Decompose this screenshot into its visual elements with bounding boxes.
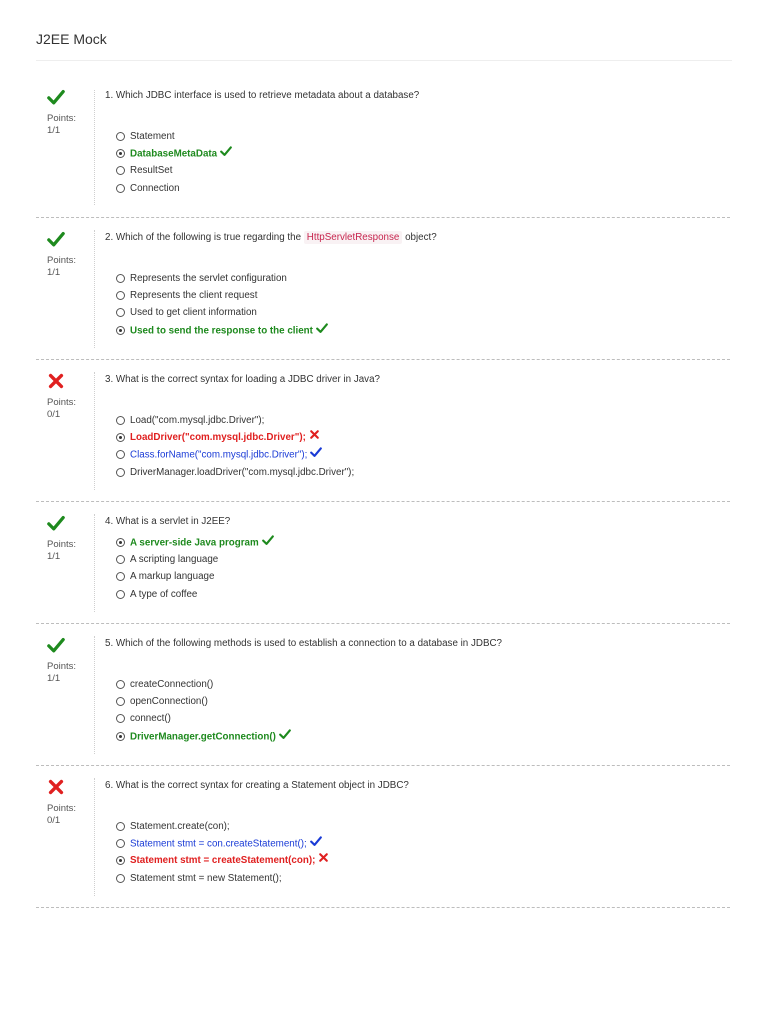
option-label: DriverManager.loadDriver("com.mysql.jdbc.Driver"); <box>130 466 355 478</box>
question-6 <box>36 766 730 908</box>
question-divider <box>94 90 95 205</box>
answer-option[interactable] <box>116 693 291 710</box>
option-label: DriverManager.getConnection() <box>130 731 276 743</box>
answer-option[interactable] <box>116 710 291 727</box>
points-label: Points: <box>47 661 77 672</box>
page-title: J2EE Mock <box>36 31 107 47</box>
option-label: Statement <box>130 131 175 142</box>
question-divider <box>94 778 95 896</box>
radio-button[interactable] <box>116 184 125 193</box>
answer-option[interactable] <box>116 287 328 304</box>
option-list <box>116 412 354 481</box>
question-1 <box>36 80 730 218</box>
points-value: 0/1 <box>47 815 61 826</box>
question-text: 6. What is the correct syntax for creating a Statement object in JDBC? <box>105 780 409 791</box>
answer-option[interactable] <box>116 551 274 568</box>
radio-button[interactable] <box>116 839 125 848</box>
correct-check-icon <box>310 446 322 464</box>
option-label: connect() <box>130 713 171 725</box>
question-4 <box>36 502 730 624</box>
option-label: Represents the client request <box>130 290 258 302</box>
answer-option[interactable] <box>116 322 328 339</box>
option-list <box>116 128 232 197</box>
option-label: Load("com.mysql.jdbc.Driver"); <box>130 415 265 426</box>
points-block <box>47 661 76 685</box>
correct-check-icon <box>279 728 291 746</box>
answer-option[interactable] <box>116 676 291 693</box>
radio-button[interactable] <box>116 680 125 689</box>
answer-option[interactable] <box>116 162 232 179</box>
points-label: Points: <box>47 255 77 266</box>
radio-button[interactable] <box>116 450 125 459</box>
option-label: Used to send the response to the client <box>130 325 313 337</box>
correct-check-icon <box>47 230 65 248</box>
points-label: Points: <box>47 803 77 814</box>
points-value: 1/1 <box>47 125 61 136</box>
answer-option[interactable] <box>116 446 354 463</box>
answer-option[interactable] <box>116 270 328 287</box>
wrong-cross-icon <box>318 852 329 869</box>
question-text: 5. Which of the following methods is used to establish a connection to a database in JDBC? <box>105 638 503 649</box>
question-3 <box>36 360 730 502</box>
option-label: Connection <box>130 182 180 194</box>
correct-check-icon <box>262 534 274 552</box>
option-label: A scripting language <box>130 554 219 566</box>
option-label: Class.forName("com.mysql.jdbc.Driver"); <box>130 450 308 462</box>
answer-option[interactable] <box>116 818 329 835</box>
radio-button[interactable] <box>116 291 125 300</box>
points-block <box>47 803 76 827</box>
option-label: A server-side Java program <box>130 537 259 549</box>
answer-option[interactable] <box>116 568 274 585</box>
radio-button[interactable] <box>116 822 125 831</box>
option-list <box>116 270 328 339</box>
option-label: DatabaseMetaData <box>130 148 218 160</box>
radio-selected[interactable] <box>116 149 125 158</box>
points-block <box>47 113 76 137</box>
option-label: createConnection() <box>130 679 214 690</box>
correct-check-icon <box>47 88 65 106</box>
question-text-end: object? <box>402 232 437 243</box>
answer-option[interactable] <box>116 534 274 551</box>
question-divider <box>94 230 95 348</box>
option-label: Statement stmt = new Statement(); <box>130 872 282 884</box>
correct-check-icon <box>310 835 322 853</box>
question-5 <box>36 624 730 766</box>
answer-option[interactable] <box>116 304 328 321</box>
option-list <box>116 534 274 603</box>
points-label: Points: <box>47 397 77 408</box>
points-value: 0/1 <box>47 409 61 420</box>
radio-button[interactable] <box>116 416 125 425</box>
code-snippet: HttpServletResponse <box>304 231 403 244</box>
question-2 <box>36 218 730 360</box>
option-label: Represents the servlet configuration <box>130 273 287 284</box>
radio-selected[interactable] <box>116 856 125 865</box>
option-label: Statement stmt = createStatement(con); <box>130 855 316 867</box>
points-block <box>47 539 76 563</box>
option-label: A markup language <box>130 571 215 583</box>
answer-option[interactable] <box>116 464 354 481</box>
wrong-cross-icon <box>47 372 65 390</box>
answer-option[interactable] <box>116 145 232 162</box>
radio-selected[interactable] <box>116 433 125 442</box>
radio-button[interactable] <box>116 874 125 883</box>
answer-option[interactable] <box>116 835 329 852</box>
points-value: 1/1 <box>47 673 61 684</box>
radio-button[interactable] <box>116 590 125 599</box>
option-label: ResultSet <box>130 165 173 177</box>
question-divider <box>94 514 95 612</box>
wrong-cross-icon <box>47 778 65 796</box>
answer-option[interactable] <box>116 412 354 429</box>
question-text-start: 2. Which of the following is true regarding the <box>105 232 304 243</box>
answer-option[interactable] <box>116 728 291 745</box>
option-label: Used to get client information <box>130 307 257 319</box>
correct-check-icon <box>47 514 65 532</box>
radio-button[interactable] <box>116 572 125 581</box>
radio-button[interactable] <box>116 555 125 564</box>
question-text: 4. What is a servlet in J2EE? <box>105 516 231 527</box>
radio-button[interactable] <box>116 697 125 706</box>
answer-option[interactable] <box>116 586 274 603</box>
option-label: A type of coffee <box>130 588 198 600</box>
correct-check-icon <box>47 636 65 654</box>
question-text <box>105 232 437 243</box>
radio-button[interactable] <box>116 166 125 175</box>
question-divider <box>94 372 95 490</box>
question-divider <box>94 636 95 754</box>
title-divider <box>36 60 732 61</box>
points-value: 1/1 <box>47 551 61 562</box>
question-text: 3. What is the correct syntax for loading a JDBC driver in Java? <box>105 374 380 385</box>
answer-option[interactable] <box>116 870 329 887</box>
radio-button[interactable] <box>116 468 125 477</box>
correct-check-icon <box>220 145 232 163</box>
radio-selected[interactable] <box>116 538 125 547</box>
points-block <box>47 397 76 421</box>
points-label: Points: <box>47 113 77 124</box>
answer-option[interactable] <box>116 852 329 869</box>
radio-selected[interactable] <box>116 732 125 741</box>
points-value: 1/1 <box>47 267 61 278</box>
option-label: openConnection() <box>130 696 208 708</box>
option-label: Statement.create(con); <box>130 821 230 832</box>
points-label: Points: <box>47 539 77 550</box>
answer-option[interactable] <box>116 429 354 446</box>
option-label: Statement stmt = con.createStatement(); <box>130 838 307 850</box>
radio-button[interactable] <box>116 714 125 723</box>
radio-button[interactable] <box>116 308 125 317</box>
option-list <box>116 818 329 887</box>
question-text: 1. Which JDBC interface is used to retrieve metadata about a database? <box>105 90 420 101</box>
wrong-cross-icon <box>309 429 320 446</box>
radio-button[interactable] <box>116 132 125 141</box>
answer-option[interactable] <box>116 180 232 197</box>
points-block <box>47 255 76 279</box>
option-list <box>116 676 291 745</box>
radio-selected[interactable] <box>116 326 125 335</box>
option-label: LoadDriver("com.mysql.jdbc.Driver"); <box>130 432 306 444</box>
correct-check-icon <box>316 322 328 340</box>
radio-button[interactable] <box>116 274 125 283</box>
answer-option[interactable] <box>116 128 232 145</box>
